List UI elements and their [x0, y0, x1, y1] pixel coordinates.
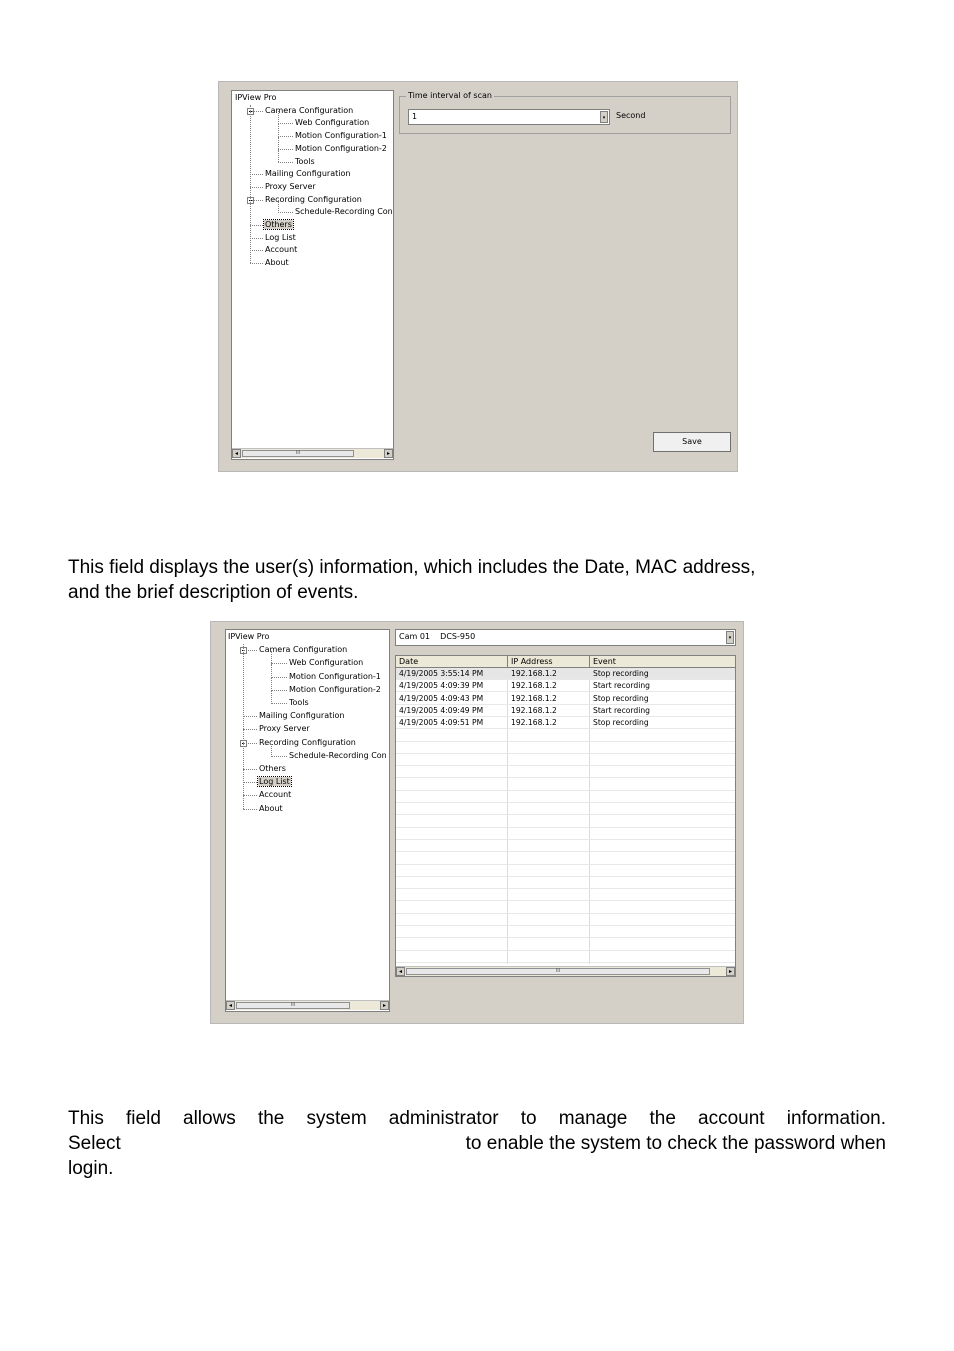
table-row[interactable]: [396, 902, 736, 914]
tree-item-label: Mailing Configuration: [265, 169, 351, 179]
column-date[interactable]: Date: [396, 656, 508, 667]
table-row[interactable]: [396, 840, 736, 852]
tree-item-label: Mailing Configuration: [259, 711, 345, 721]
tree-connector: [278, 150, 279, 163]
tree-connector: [243, 743, 257, 744]
tree-item-schedule-recording-con[interactable]: [294, 206, 394, 218]
tree-item-log-list[interactable]: [264, 232, 297, 244]
config-tree: [225, 629, 390, 1012]
tree-item-label: Camera Configuration: [259, 645, 348, 655]
tree-item-label: Log List: [259, 777, 290, 787]
account-description-select-word: Select: [68, 1133, 121, 1154]
table-row[interactable]: [396, 865, 736, 877]
tree-horizontal-scrollbar[interactable]: [232, 448, 393, 458]
tree-connector: [250, 111, 263, 112]
tree-connector: [271, 663, 287, 664]
tree-item-web-configuration[interactable]: [288, 657, 364, 669]
tree-item-label: Motion Configuration-2: [295, 143, 387, 153]
cell-date: 4/19/2005 4:09:51 PM: [399, 718, 484, 728]
tree-connector: [250, 105, 251, 263]
scroll-left-button[interactable]: ◂: [396, 967, 405, 976]
table-row[interactable]: [396, 816, 736, 828]
log-list-description-line-2: and the brief description of events.: [68, 582, 359, 603]
cell-ip-address: 192.168.1.2: [511, 693, 557, 703]
table-row[interactable]: [396, 779, 736, 791]
scan-interval-title: Time interval of scan: [408, 91, 492, 100]
tree-item-label: Schedule-Recording Con: [295, 207, 393, 217]
tree-connector: [278, 136, 293, 137]
tree-item-label: Recording Configuration: [265, 194, 362, 204]
log-table[interactable]: [395, 655, 736, 977]
config-tree: [231, 90, 394, 460]
cell-event: Start recording: [593, 705, 650, 715]
tree-connector: [243, 716, 257, 717]
cell-date: 4/19/2005 3:55:14 PM: [399, 669, 484, 678]
log-list-description: [68, 555, 886, 605]
camera-select[interactable]: [395, 629, 736, 646]
table-row[interactable]: [396, 693, 736, 705]
column-event[interactable]: Event: [593, 657, 616, 666]
table-row[interactable]: [396, 828, 736, 840]
scroll-right-button[interactable]: ▸: [726, 967, 735, 976]
tree-item-label: Proxy Server: [259, 724, 310, 734]
table-row[interactable]: [396, 668, 736, 680]
chevron-down-icon[interactable]: ▾: [600, 111, 608, 123]
tree-item-label: Account: [259, 790, 292, 800]
tree-item-label: Motion Configuration-2: [289, 684, 381, 694]
tree-connector: [243, 795, 257, 796]
tree-item-schedule-recording-con[interactable]: [288, 750, 388, 762]
tree-root-label: IPView Pro: [228, 632, 270, 641]
table-row[interactable]: [396, 877, 736, 889]
table-row[interactable]: [396, 791, 736, 803]
scan-interval-select[interactable]: [408, 109, 610, 125]
tree-connector: [250, 174, 263, 175]
tree-item-tools[interactable]: [294, 156, 316, 168]
tree-item-label: Tools: [289, 698, 309, 707]
account-description-line-3: login.: [68, 1158, 114, 1179]
tree-item-label: Recording Configuration: [259, 737, 356, 747]
camera-select-value: Cam 01 DCS-950: [399, 632, 476, 641]
table-row[interactable]: [396, 853, 736, 865]
scroll-thumb[interactable]: III: [406, 968, 710, 975]
table-row[interactable]: [396, 717, 736, 729]
tree-item-label: Motion Configuration-1: [289, 671, 381, 681]
tree-item-mailing-configuration[interactable]: [258, 710, 345, 722]
scroll-right-button[interactable]: ▸: [384, 449, 393, 458]
tree-item-motion-configuration-2[interactable]: [294, 143, 388, 155]
tree-item-label: Others: [259, 764, 286, 773]
table-row[interactable]: [396, 705, 736, 717]
cell-ip-address: 192.168.1.2: [511, 681, 557, 691]
scroll-left-button[interactable]: ◂: [226, 1001, 235, 1010]
cell-event: Stop recording: [593, 718, 649, 728]
tree-item-proxy-server[interactable]: [264, 181, 317, 193]
column-ip-address[interactable]: IP Address: [508, 656, 590, 667]
tree-item-label: Others: [265, 220, 292, 229]
tree-item-label: Camera Configuration: [265, 105, 354, 115]
tree-connector: [271, 677, 287, 678]
tree-item-others[interactable]: [264, 219, 293, 231]
tree-connector: [271, 703, 287, 704]
tree-horizontal-scrollbar[interactable]: [226, 1000, 389, 1010]
tree-item-label: Motion Configuration-1: [295, 131, 387, 141]
tree-connector: [278, 149, 293, 150]
tree-connector: [243, 809, 257, 810]
scroll-right-button[interactable]: ▸: [380, 1001, 389, 1010]
tree-item-label: Tools: [295, 156, 315, 166]
cell-event: Stop recording: [593, 693, 649, 703]
log-list-screenshot: [210, 621, 744, 1024]
tree-connector: [271, 690, 287, 691]
tree-item-mailing-configuration[interactable]: [264, 168, 351, 180]
account-description-line-1: This field allows the system administrator to manage the account information.: [68, 1108, 886, 1129]
scan-unit-label: Second: [616, 111, 646, 120]
tree-connector: [278, 123, 293, 124]
tree-item-label: Proxy Server: [265, 181, 316, 191]
cell-date: 4/19/2005 4:09:43 PM: [399, 693, 484, 703]
table-row[interactable]: [396, 803, 736, 815]
tree-item-motion-configuration-2[interactable]: [288, 684, 382, 696]
cell-ip-address: 192.168.1.2: [511, 669, 557, 678]
tree-connector: [250, 238, 263, 239]
log-list-description-line-1: This field displays the user(s) information, which includes the Date, MAC address,: [68, 557, 756, 578]
account-description: [68, 1106, 886, 1181]
tree-connector: [278, 137, 279, 150]
tree-item-label: Log List: [265, 232, 296, 242]
account-description-line-2-rest: to enable the system to check the password when: [465, 1133, 886, 1154]
tree-root[interactable]: [234, 92, 277, 104]
table-row[interactable]: [396, 754, 736, 766]
tree-connector: [250, 225, 263, 226]
tree-item-label: About: [259, 803, 283, 813]
table-row[interactable]: [396, 951, 736, 963]
cell-event: Start recording: [593, 681, 650, 691]
tree-connector: [243, 650, 257, 651]
tree-connector: [271, 756, 287, 757]
save-button[interactable]: Save: [653, 432, 731, 452]
cell-event: Stop recording: [593, 669, 649, 678]
tree-item-about[interactable]: [264, 257, 290, 269]
table-row[interactable]: [396, 730, 736, 742]
tree-item-log-list[interactable]: [258, 776, 291, 788]
tree-item-about[interactable]: [258, 803, 284, 815]
scan-interval-group: [399, 91, 731, 134]
tree-connector: [250, 250, 263, 251]
tree-item-proxy-server[interactable]: [258, 723, 311, 735]
tree-connector: [243, 782, 257, 783]
tree-connector: [278, 124, 279, 137]
tree-connector: [243, 769, 257, 770]
tree-item-others[interactable]: [258, 763, 287, 775]
cell-date: 4/19/2005 4:09:39 PM: [399, 681, 484, 691]
table-row[interactable]: [396, 926, 736, 938]
cell-ip-address: 192.168.1.2: [511, 718, 557, 728]
others-settings-screenshot: [218, 81, 738, 472]
cell-date: 4/19/2005 4:09:49 PM: [399, 705, 484, 715]
tree-connector: [250, 200, 263, 201]
log-table-horizontal-scrollbar[interactable]: [396, 966, 735, 976]
tree-connector: [278, 111, 279, 124]
scroll-thumb[interactable]: III: [236, 1002, 350, 1009]
tree-connector: [250, 187, 263, 188]
tree-item-motion-configuration-1[interactable]: [294, 130, 388, 142]
tree-item-web-configuration[interactable]: [294, 117, 370, 129]
tree-item-account[interactable]: [258, 789, 292, 801]
scroll-left-button[interactable]: ◂: [232, 449, 241, 458]
tree-connector: [278, 212, 293, 213]
tree-root-label: IPView Pro: [235, 93, 277, 102]
table-row[interactable]: [396, 939, 736, 951]
tree-connector: [243, 644, 244, 808]
tree-connector: [278, 200, 279, 213]
tree-item-recording-configuration[interactable]: [258, 737, 357, 749]
tree-item-account[interactable]: [264, 244, 298, 256]
tree-root[interactable]: [227, 631, 270, 643]
tree-item-label: Web Configuration: [289, 658, 364, 668]
tree-item-label: Account: [265, 245, 298, 255]
account-description-line-2: [68, 1131, 886, 1156]
table-row[interactable]: [396, 766, 736, 778]
table-row[interactable]: [396, 680, 736, 692]
tree-item-label: Web Configuration: [295, 118, 370, 128]
tree-item-label: About: [265, 258, 289, 268]
scan-interval-value: 1: [412, 112, 418, 121]
scroll-thumb[interactable]: III: [242, 450, 354, 457]
table-row[interactable]: [396, 914, 736, 926]
tree-connector: [243, 729, 257, 730]
tree-connector: [278, 162, 293, 163]
tree-item-motion-configuration-1[interactable]: [288, 671, 382, 683]
table-row[interactable]: [396, 742, 736, 754]
tree-connector: [250, 263, 263, 264]
chevron-down-icon[interactable]: ▾: [726, 631, 734, 644]
table-row[interactable]: [396, 889, 736, 901]
tree-item-tools[interactable]: [288, 697, 310, 709]
cell-ip-address: 192.168.1.2: [511, 705, 557, 715]
log-table-header: [396, 656, 736, 668]
tree-item-label: Schedule-Recording Con: [289, 750, 387, 760]
